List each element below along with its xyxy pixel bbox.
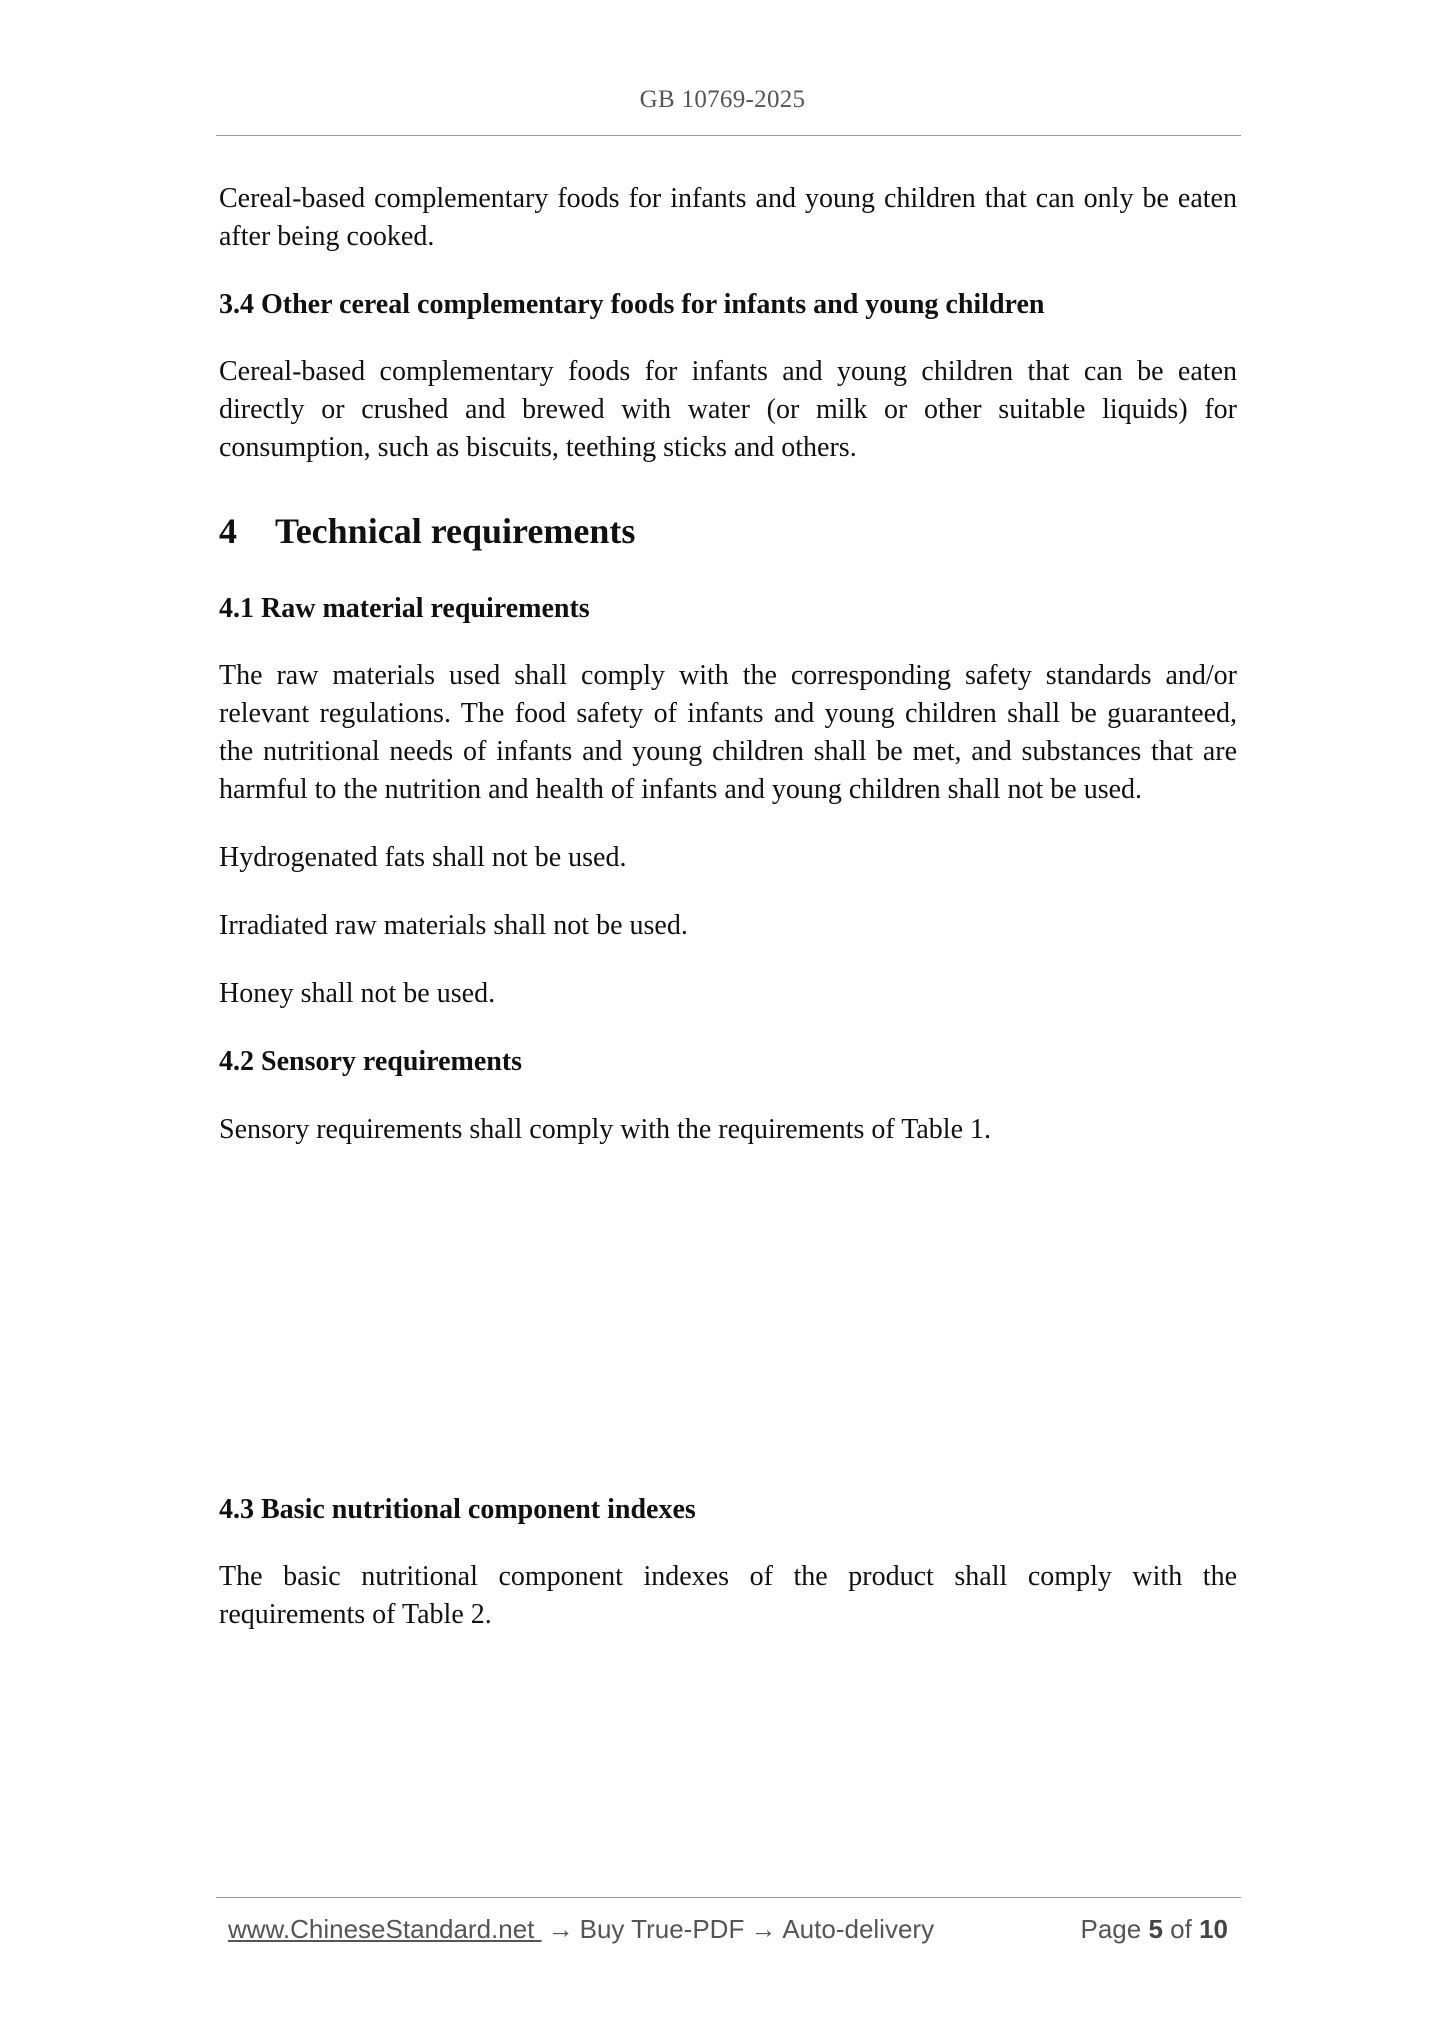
section-title: Technical requirements xyxy=(275,511,636,551)
page-total: 10 xyxy=(1199,1914,1228,1944)
footer-divider xyxy=(216,1897,1241,1898)
document-body xyxy=(219,180,1237,1634)
heading-4-2: 4.2 Sensory requirements xyxy=(219,1046,523,1077)
page-header: GB 10769-2025 xyxy=(639,86,806,113)
paragraph-irradiated: Irradiated raw materials shall not be used. xyxy=(219,910,688,941)
page-current: 5 xyxy=(1148,1914,1163,1944)
website-link[interactable]: www.ChineseStandard.net xyxy=(228,1914,542,1944)
paragraph-4-1: The raw materials used shall comply with the corresponding safety standards and/or relevant regulations. The food safety of infants and young children shall be guaranteed, the nutritional needs of infants and young children shall be met, and substances that are harmful to the nutrition and health of infants and young children shall not be used. xyxy=(219,660,1237,805)
heading-3-4: 3.4 Other cereal complementary foods for infants and young children xyxy=(219,289,1045,320)
heading-4-1: 4.1 Raw material requirements xyxy=(219,593,590,624)
paragraph-honey: Honey shall not be used. xyxy=(219,978,496,1009)
footer-left xyxy=(228,1914,934,1945)
section-number: 4 xyxy=(219,511,237,551)
arrow-right-icon: → xyxy=(547,1914,574,1944)
page-footer xyxy=(228,1914,1228,1945)
paragraph-4-3: The basic nutritional component indexes of the product shall comply with the requirements of Table 2. xyxy=(219,1561,1237,1630)
page-of: of xyxy=(1170,1914,1192,1944)
arrow-right-icon: → xyxy=(750,1914,777,1944)
page-number xyxy=(1080,1914,1228,1945)
heading-4-3: 4.3 Basic nutritional component indexes xyxy=(219,1494,696,1525)
header-divider xyxy=(216,135,1241,136)
auto-delivery-text: Auto-delivery xyxy=(782,1914,935,1944)
paragraph-hydrogenated-fats: Hydrogenated fats shall not be used. xyxy=(219,842,627,873)
page-label: Page xyxy=(1080,1914,1142,1944)
paragraph-cooked-foods: Cereal-based complementary foods for infants and young children that can only be eaten after being cooked. xyxy=(219,183,1237,252)
buy-pdf-text: Buy True-PDF xyxy=(579,1914,745,1944)
paragraph-4-2: Sensory requirements shall comply with the requirements of Table 1. xyxy=(219,1114,992,1145)
paragraph-3-4: Cereal-based complementary foods for infants and young children that can be eaten directly or crushed and brewed with water (or milk or other suitable liquids) for consumption, such as biscuits, teething sticks and others. xyxy=(219,356,1237,463)
heading-section-4 xyxy=(219,509,1237,553)
